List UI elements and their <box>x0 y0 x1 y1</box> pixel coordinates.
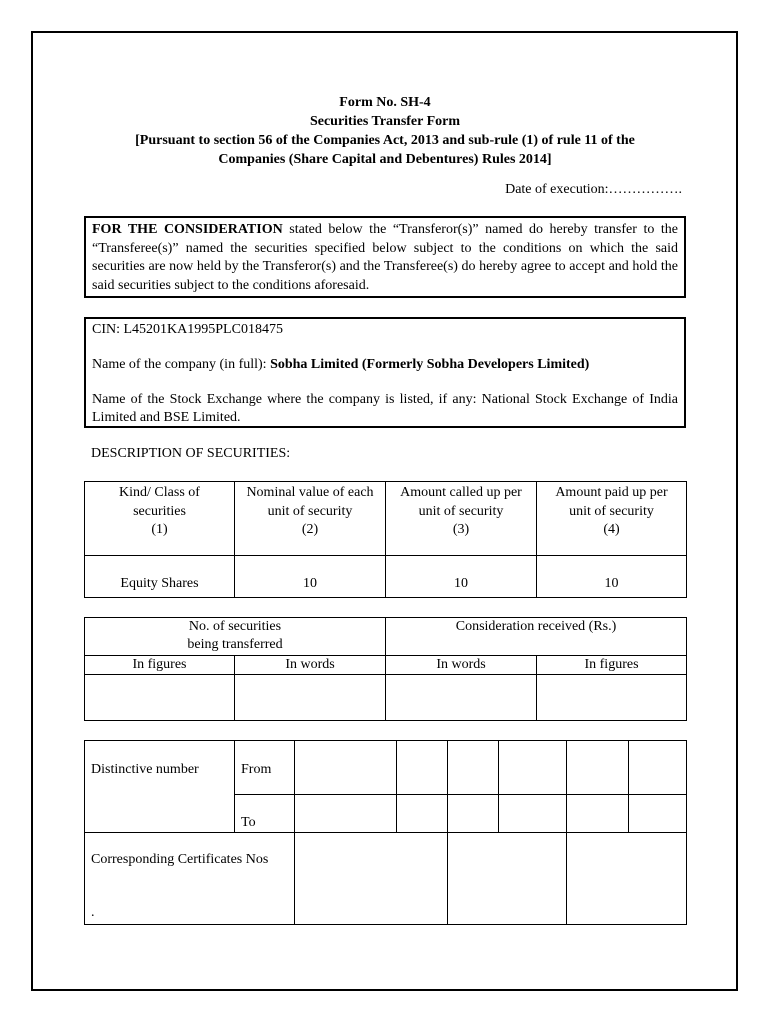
transfer-entry-row <box>85 675 687 721</box>
column-header-nominal-value: Nominal value of each unit of security (2) <box>235 482 386 556</box>
from-cell[interactable] <box>448 741 499 795</box>
consideration-text: stated below the “Transferor(s)” named do hereby transfer to the “Transferee(s)” named the securities specified below subject to the conditions on which the said securities are now held by the Transferor(s) and the Transferee(s) do hereby agree to accept and hold the said securities subject to the conditions aforesaid. <box>92 222 678 293</box>
to-cell[interactable] <box>295 795 397 833</box>
column-header-amount-called: Amount called up per unit of security (3) <box>386 482 537 556</box>
table-row <box>85 556 687 598</box>
certificate-cell[interactable] <box>448 833 567 925</box>
stock-exchange: Name of the Stock Exchange where the company is listed, if any: National Stock Exchange of India Limited and BSE Limited. <box>92 392 678 425</box>
certificate-cell[interactable] <box>567 833 687 925</box>
consideration-heading: FOR THE CONSIDERATION <box>92 222 283 237</box>
column-header-kind: Kind/ Class of securities (1) <box>85 482 235 556</box>
cell-nominal-value[interactable]: 10 <box>235 556 386 598</box>
to-cell[interactable] <box>499 795 567 833</box>
sub-header-in-figures: In figures <box>537 656 687 675</box>
company-cin: CIN: L45201KA1995PLC018475 <box>92 322 283 337</box>
to-label: To <box>235 795 295 833</box>
securities-figures-cell[interactable] <box>85 675 235 721</box>
distinctive-number-label: Distinctive number <box>85 741 235 833</box>
certificates-label: Corresponding Certificates Nos <box>91 852 269 867</box>
from-cell[interactable] <box>567 741 629 795</box>
company-name-label: Name of the company (in full): <box>92 357 271 372</box>
cell-amount-called[interactable]: 10 <box>386 556 537 598</box>
from-cell[interactable] <box>629 741 687 795</box>
consideration-figures-cell[interactable] <box>537 675 687 721</box>
certificates-label-cell <box>85 833 295 925</box>
securities-transferred-header: No. of securities being transferred <box>85 618 386 656</box>
securities-words-cell[interactable] <box>235 675 386 721</box>
table-header-row <box>85 482 687 556</box>
form-subtitle-line2: Companies (Share Capital and Debentures) Rules 2014] <box>218 152 552 167</box>
sub-header-in-words: In words <box>235 656 386 675</box>
cell-kind[interactable]: Equity Shares <box>85 556 235 598</box>
securities-description-table <box>84 481 687 598</box>
certificates-row <box>85 833 687 925</box>
from-cell[interactable] <box>499 741 567 795</box>
to-cell[interactable] <box>567 795 629 833</box>
certificates-dot: . <box>91 905 95 920</box>
company-name <box>92 356 678 374</box>
transfer-header-row <box>85 618 687 656</box>
from-row <box>85 741 687 795</box>
consideration-box <box>84 216 686 298</box>
consideration-received-header: Consideration received (Rs.) <box>386 618 687 656</box>
date-of-execution[interactable]: Date of execution:……………. <box>505 182 682 197</box>
to-cell[interactable] <box>629 795 687 833</box>
certificate-cell[interactable] <box>295 833 448 925</box>
from-label: From <box>235 741 295 795</box>
form-number: Form No. SH-4 <box>339 95 431 110</box>
sub-header-in-figures: In figures <box>85 656 235 675</box>
column-header-amount-paid: Amount paid up per unit of security (4) <box>537 482 687 556</box>
description-heading: DESCRIPTION OF SECURITIES: <box>91 446 291 461</box>
company-name-value: Sobha Limited (Formerly Sobha Developers Limited) <box>270 357 590 372</box>
distinctive-number-table <box>84 740 687 925</box>
form-subtitle-line1: [Pursuant to section 56 of the Companies Act, 2013 and sub-rule (1) of rule 11 of the <box>135 133 635 148</box>
consideration-words-cell[interactable] <box>386 675 537 721</box>
transfer-subheader-row <box>85 656 687 675</box>
to-cell[interactable] <box>397 795 448 833</box>
transfer-table <box>84 617 687 721</box>
from-cell[interactable] <box>397 741 448 795</box>
form-title: Securities Transfer Form <box>309 114 461 129</box>
from-cell[interactable] <box>295 741 397 795</box>
company-details-box <box>84 317 686 428</box>
sub-header-in-words: In words <box>386 656 537 675</box>
to-cell[interactable] <box>448 795 499 833</box>
cell-amount-paid[interactable]: 10 <box>537 556 687 598</box>
form-header <box>84 93 686 169</box>
